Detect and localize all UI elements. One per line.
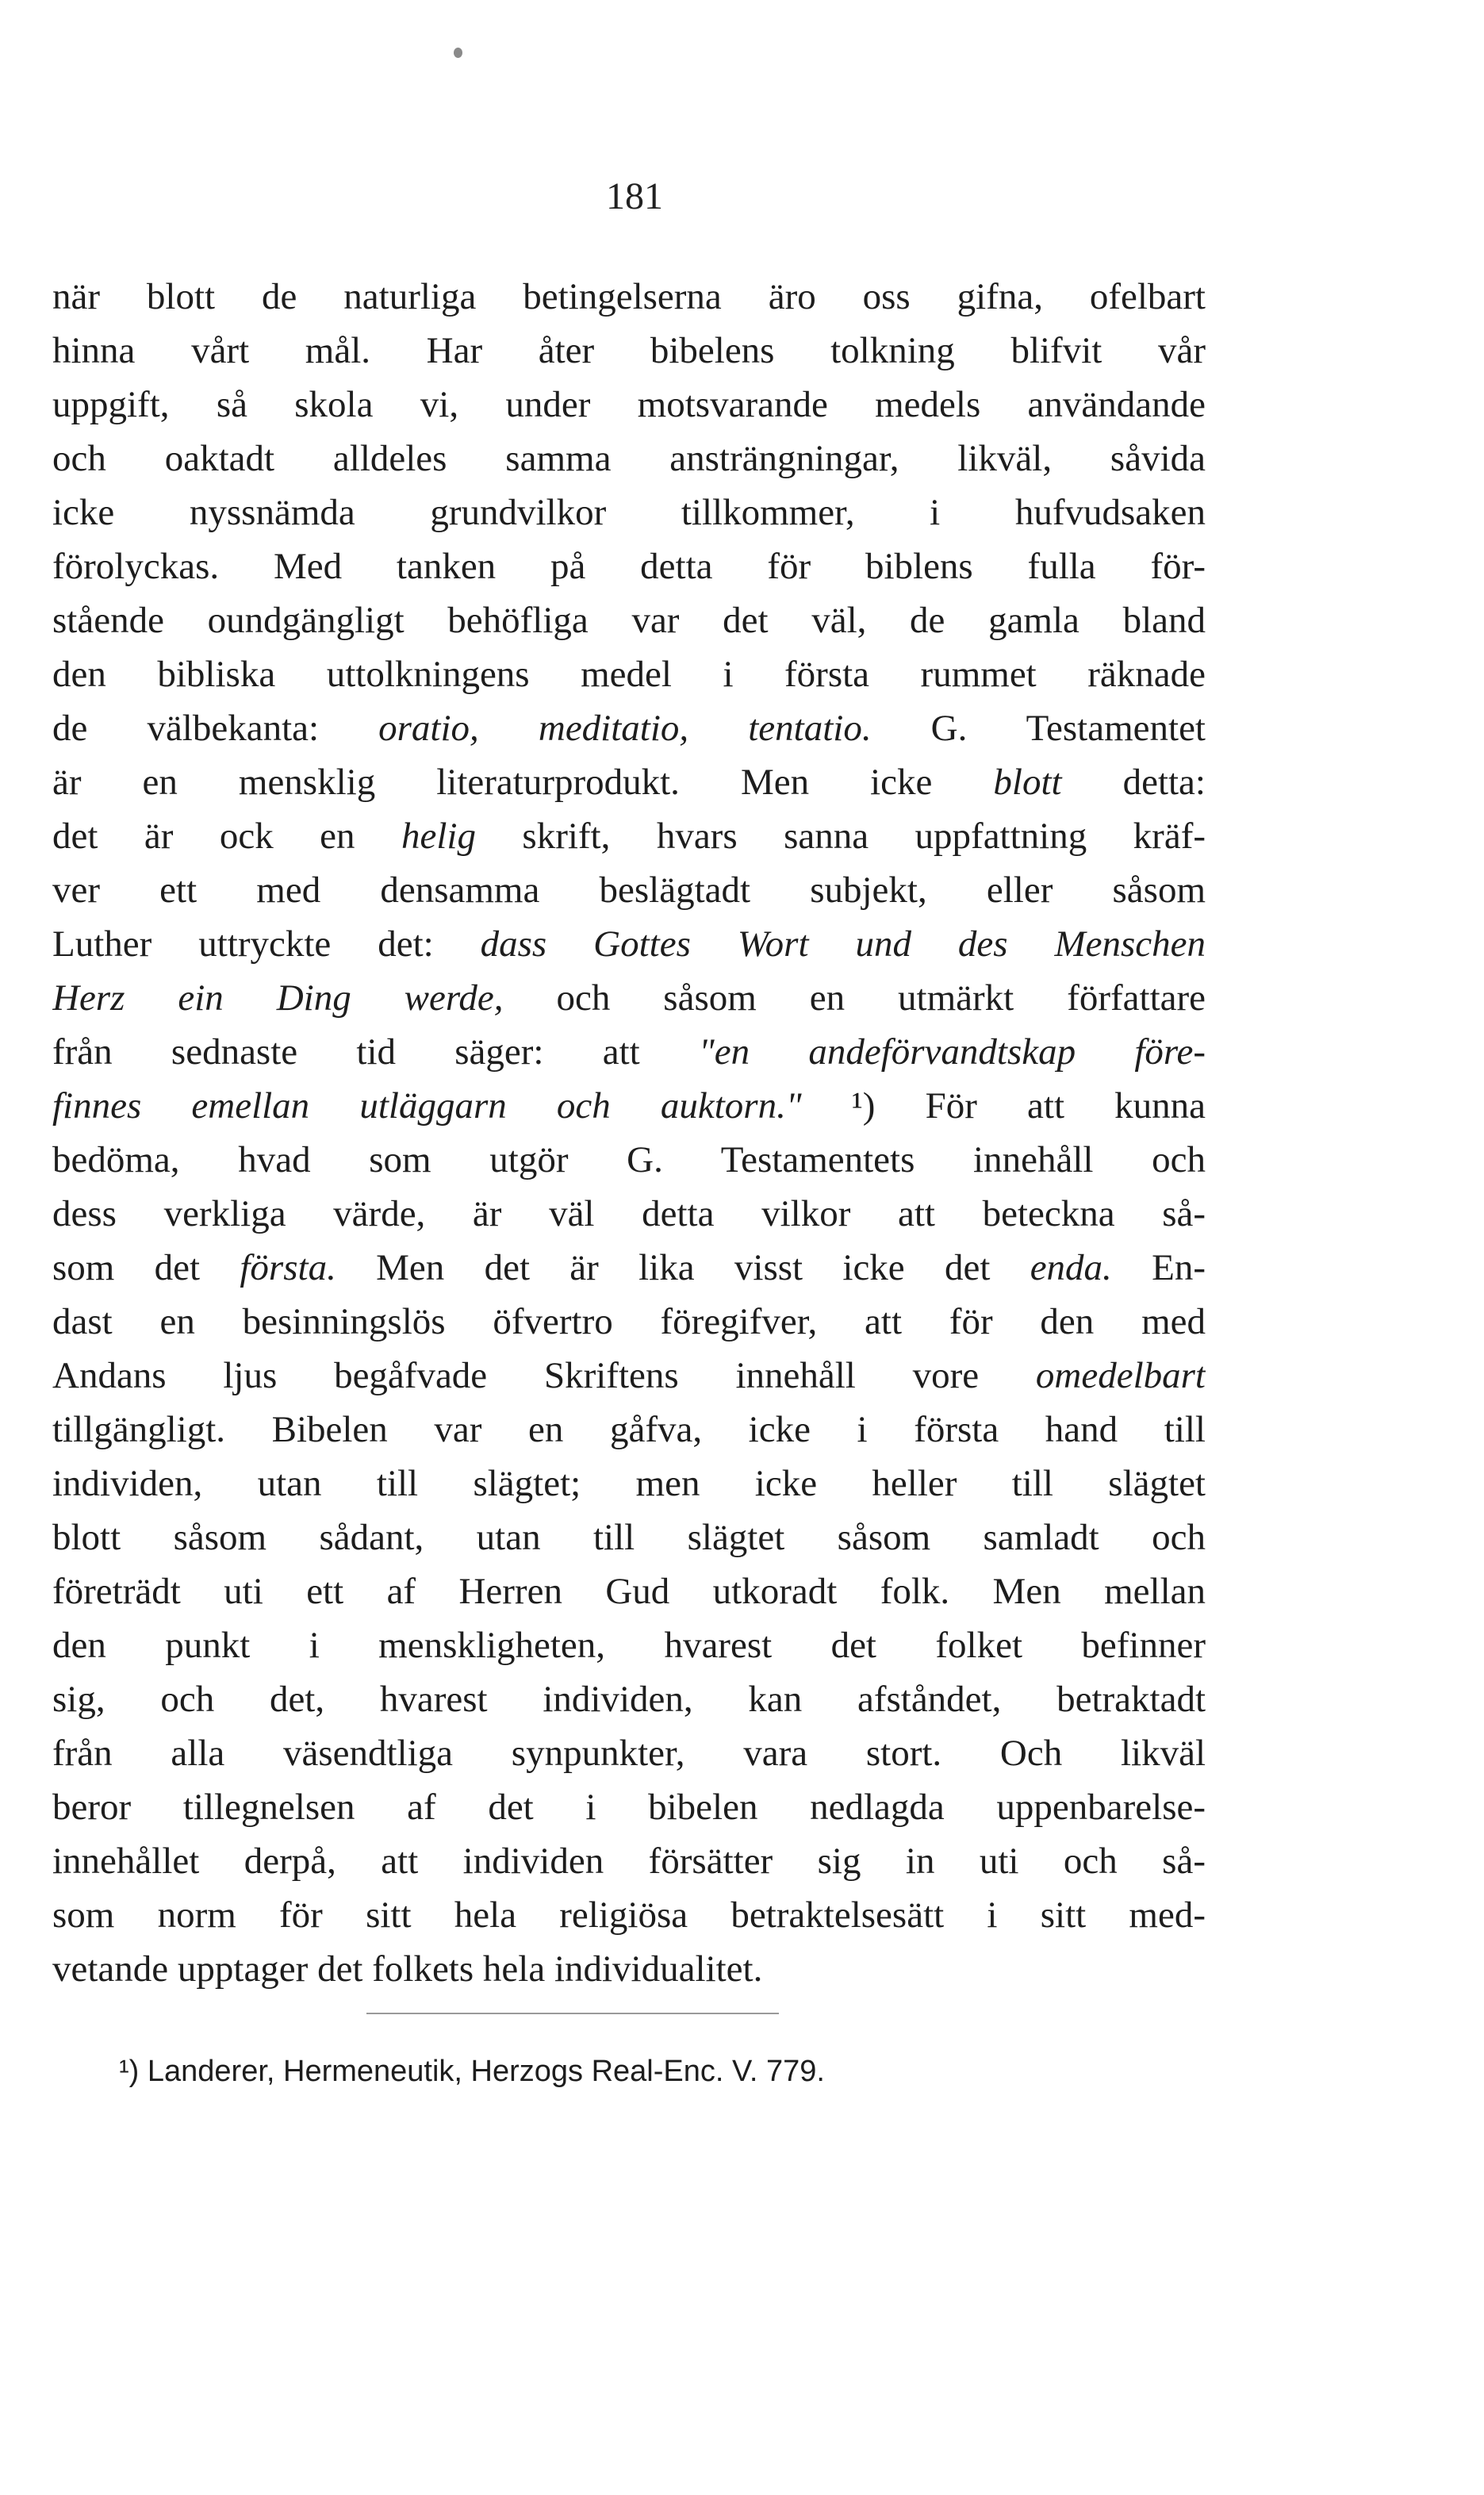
text-span: och oaktadt alldeles samma ansträngningar, likväl, såvida <box>52 438 1206 479</box>
text-line <box>52 1295 1206 1349</box>
text-span: hinna vårt mål. Har åter bibelens tolkning blifvit vår <box>52 330 1206 371</box>
text-span: ¹) För att kunna <box>801 1085 1206 1127</box>
text-span: dess verkliga värde, är väl detta vilkor att beteckna så- <box>52 1193 1206 1234</box>
italic-text: helig <box>401 816 476 857</box>
text-span: ver ett med densamma beslägtadt subjekt, eller såsom <box>52 869 1206 911</box>
text-span: som det <box>52 1247 240 1288</box>
text-span: G. Testamentet <box>871 708 1206 749</box>
text-line <box>52 539 1206 593</box>
text-span: Men det är lika visst icke det <box>336 1247 1030 1288</box>
italic-text: blott <box>993 762 1062 803</box>
text-line <box>52 1780 1206 1834</box>
text-line <box>52 917 1206 971</box>
text-span: sig, och det, hvarest individen, kan afståndet, betraktadt <box>52 1679 1206 1720</box>
footnote-divider <box>366 2013 779 2014</box>
text-line <box>52 1834 1206 1888</box>
text-line <box>52 971 1206 1025</box>
text-span: icke nyssnämda grundvilkor tillkommer, i hufvudsaken <box>52 492 1206 533</box>
text-line <box>52 755 1206 809</box>
text-line <box>52 1672 1206 1726</box>
italic-text: oratio, meditatio, tentatio. <box>378 708 872 749</box>
text-span: tillgängligt. Bibelen var en gåfva, icke i första hand till <box>52 1409 1206 1450</box>
text-line <box>52 701 1206 755</box>
text-span: individen, utan till slägtet; men icke heller till slägtet <box>52 1463 1206 1504</box>
text-line <box>52 1618 1206 1672</box>
text-span: förolyckas. Med tanken på detta för biblens fulla för- <box>52 546 1206 587</box>
text-line <box>52 863 1206 917</box>
text-line <box>52 1510 1206 1564</box>
text-line <box>52 593 1206 647</box>
italic-text: första. <box>240 1247 336 1288</box>
text-line <box>52 809 1206 863</box>
italic-text: enda. <box>1030 1247 1112 1288</box>
text-span: från sednaste tid säger: att <box>52 1031 699 1073</box>
text-line <box>52 1079 1206 1133</box>
text-span: uppgift, så skola vi, under motsvarande medels användande <box>52 384 1206 425</box>
footnote: ¹) Landerer, Hermeneutik, Herzogs Real-Enc. V. 779. <box>119 2055 825 2088</box>
text-line <box>52 1942 1206 1996</box>
text-line <box>52 1187 1206 1241</box>
text-span: bedöma, hvad som utgör G. Testamentets innehåll och <box>52 1139 1206 1180</box>
text-span: och såsom en utmärkt författare <box>503 977 1206 1019</box>
text-span: som norm för sitt hela religiösa betraktelsesätt i sitt med- <box>52 1894 1206 1936</box>
text-span: blott såsom sådant, utan till slägtet såsom samladt och <box>52 1517 1206 1558</box>
text-span: innehållet derpå, att individen försätter sig in uti och så- <box>52 1841 1206 1882</box>
text-span: företrädt uti ett af Herren Gud utkoradt folk. Men mellan <box>52 1571 1206 1612</box>
italic-text: omedelbart <box>1035 1355 1206 1396</box>
text-span: den punkt i menskligheten, hvarest det folket befinner <box>52 1625 1206 1666</box>
text-line <box>52 647 1206 701</box>
text-line <box>52 486 1206 539</box>
text-line <box>52 270 1206 324</box>
italic-text: finnes emellan utläggarn och auktorn." <box>52 1085 802 1127</box>
text-line <box>52 1403 1206 1457</box>
text-span: skrift, hvars sanna uppfattning kräf- <box>475 816 1206 857</box>
text-span: beror tillegnelsen af det i bibelen nedlagda uppenbarelse- <box>52 1787 1206 1828</box>
italic-text: dass Gottes Wort und des Menschen <box>480 923 1206 965</box>
text-span: när blott de naturliga betingelserna äro oss gifna, ofelbart <box>52 276 1206 317</box>
text-line <box>52 1726 1206 1780</box>
italic-text: "en andeförvandtskap före- <box>698 1031 1206 1073</box>
text-span: är en mensklig literaturprodukt. Men icke <box>52 762 994 803</box>
text-line <box>52 324 1206 378</box>
text-line <box>52 432 1206 486</box>
ink-spot <box>454 48 462 58</box>
text-span: vetande upptager det folkets hela individualitet. <box>52 1948 763 1990</box>
text-line <box>52 1888 1206 1942</box>
text-span: de välbekanta: <box>52 708 379 749</box>
text-line <box>52 1457 1206 1510</box>
text-span: stående oundgängligt behöfliga var det väl, de gamla bland <box>52 600 1206 641</box>
text-line <box>52 1025 1206 1079</box>
text-span: En- <box>1111 1247 1206 1288</box>
text-line <box>52 1349 1206 1403</box>
text-span: den bibliska uttolkningens medel i första rummet räknade <box>52 654 1206 695</box>
italic-text: Herz ein Ding werde, <box>52 977 504 1019</box>
text-line <box>52 1564 1206 1618</box>
text-line <box>52 378 1206 432</box>
text-line <box>52 1133 1206 1187</box>
text-line <box>52 1241 1206 1295</box>
body-text <box>52 270 1206 1996</box>
text-span: det är ock en <box>52 816 401 857</box>
text-span: detta: <box>1061 762 1206 803</box>
text-span: från alla väsendtliga synpunkter, vara stort. Och likväl <box>52 1733 1206 1774</box>
text-span: Andans ljus begåfvade Skriftens innehåll vore <box>52 1355 1036 1396</box>
text-span: Luther uttryckte det: <box>52 923 481 965</box>
page-number: 181 <box>606 175 663 217</box>
text-span: dast en besinningslös öfvertro föregifver, att för den med <box>52 1301 1206 1342</box>
